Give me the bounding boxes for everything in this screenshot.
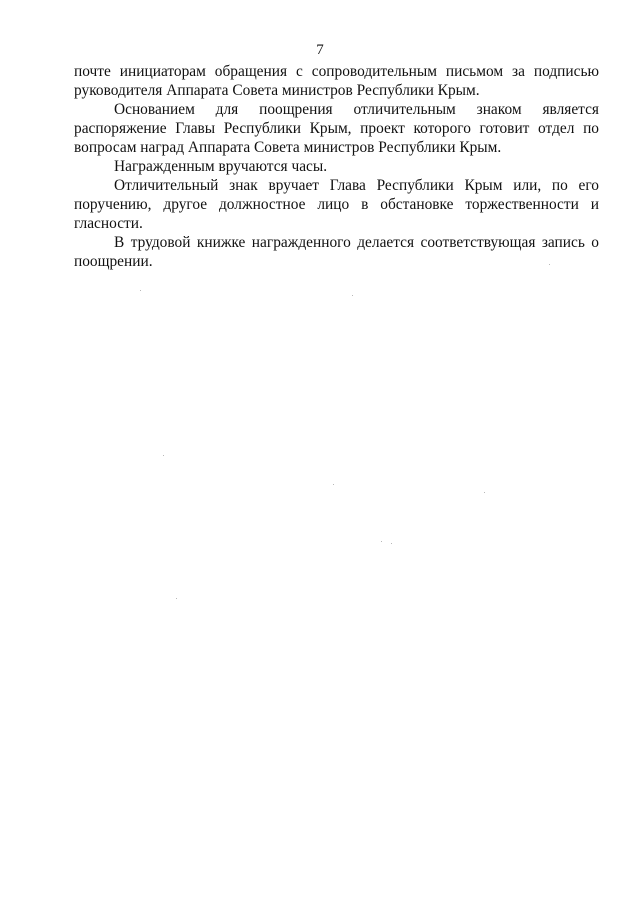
scan-speck [549, 264, 550, 265]
scan-speck [163, 455, 164, 456]
paragraph-presentation: Отличительный знак вручает Глава Республики Крым или, по его поручению, другое должностное лицо в обстановке торжественности и гласности. [74, 177, 599, 232]
scan-speck [333, 484, 334, 485]
scan-speck [140, 290, 141, 291]
scan-speck [352, 295, 353, 296]
scan-speck [176, 598, 177, 599]
paragraph-basis-for-award: Основанием для поощрения отличительным знаком является распоряжение Главы Республики Крым, проект которого готовит отдел по вопросам наград Аппарата Совета министров Республики Крым. [74, 101, 599, 156]
scan-speck [484, 492, 485, 493]
document-body [74, 62, 599, 271]
paragraph-watches-awarded: Награжденным вручаются часы. [114, 158, 328, 175]
scan-speck [391, 543, 392, 544]
page-number: 7 [316, 42, 324, 58]
paragraph-continuation: почте инициаторам обращения с сопроводительным письмом за подписью руководителя Аппарата Совета министров Республики Крым. [74, 63, 599, 99]
paragraph-work-record-entry: В трудовой книжке награжденного делается соответствующая запись о поощрении. [74, 234, 599, 270]
scan-speck [381, 541, 382, 542]
